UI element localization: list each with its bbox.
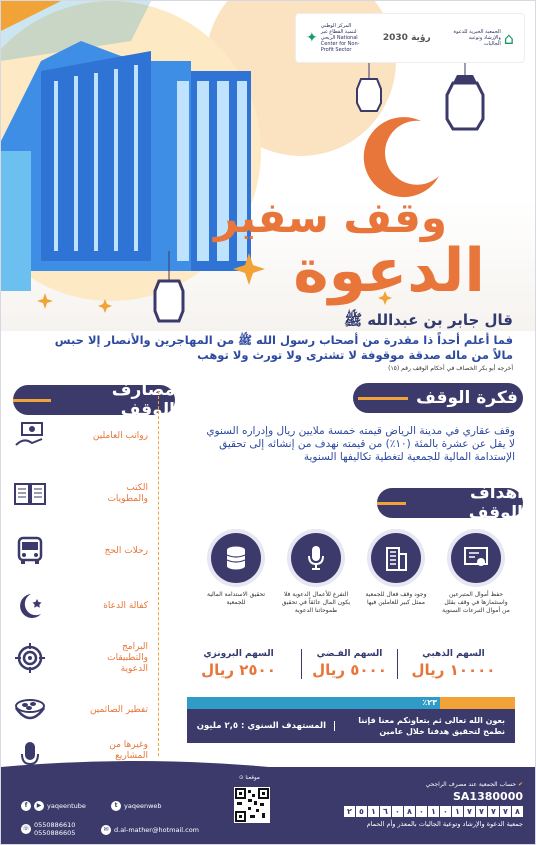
iban-digit: ٨ (404, 806, 415, 817)
account-label: ✔ حساب الجمعية عند مصرف الراجحي (425, 781, 523, 788)
goal-item (281, 533, 351, 615)
idea-heading: فكرة الوقف (353, 383, 523, 413)
expense-label: الكتب والمطويات (107, 483, 148, 504)
email-icon: ✉ (101, 825, 111, 835)
share-gold (406, 649, 501, 679)
iban-digit: ١ (368, 806, 379, 817)
title-line2: الدعوة (293, 236, 485, 306)
expense-item (13, 638, 148, 678)
quote-source: أخرجه أبو بكر الخصاف في أحكام الوقف رقم (١٥) (388, 365, 513, 372)
whatsapp-icon: ☏ (22, 825, 30, 832)
crescent-star-icon (13, 589, 47, 623)
share-bronze (191, 649, 286, 679)
iban-digit: ٦ (380, 806, 391, 817)
expense-item (13, 586, 148, 626)
ncnp-logo: ✦ المركز الوطني لتنمية القطاع غير الربحي National Center for Non-Profit Sector (306, 23, 360, 53)
annual-target: المستهدف السنوي : ٢,٥ مليون (197, 721, 335, 731)
share-value: ١٠٠٠٠ ريال (411, 661, 496, 679)
book-icon (13, 477, 47, 511)
goal-text: وجود وقف فعال للجمعية ممثل كبير للعاملين فيها (365, 591, 427, 606)
iban-digit: ٨ (512, 806, 523, 817)
title-line1: وقف سفير (213, 193, 447, 242)
expense-item (13, 474, 148, 514)
share-name: السهم الذهبي (422, 649, 485, 659)
association-logo: الجمعية الخيرية للدعوة والإرشاد وتوعية الجاليات ⌂ (453, 28, 514, 48)
expense-label: رواتب العاملين (92, 430, 148, 441)
phone-2: 0550886605 (34, 829, 76, 837)
coins-icon (211, 533, 261, 583)
dates-bowl-icon (13, 693, 47, 727)
share-silver (301, 649, 398, 679)
goal-text: تحقيق الاستدامة المالية للجمعية (206, 591, 266, 606)
iban-digit: ١ (452, 806, 463, 817)
goals-heading: أهداف الوقف (377, 488, 523, 518)
expenses-heading: مصارف الوقف (13, 385, 175, 415)
youtube-icon: ▶ (34, 801, 44, 811)
vision-2030-logo: رؤية 2030 (382, 33, 431, 43)
quote-author: قال جابر بن عبدالله ﷺ (343, 311, 513, 329)
expense-item (13, 531, 148, 571)
youtube-link[interactable]: f ▶ yaqeentube (21, 801, 86, 811)
twitter-icon: t (111, 801, 121, 811)
microphone-icon (291, 533, 341, 583)
iban-digit: ٠ (440, 806, 451, 817)
phone-numbers[interactable] (21, 821, 75, 837)
facebook-icon: f (21, 801, 31, 811)
iban-digits (293, 806, 523, 817)
iban-digit: ٥ (356, 806, 367, 817)
iban-digit: ٧ (500, 806, 511, 817)
beneficiaries-bar (187, 709, 515, 743)
building-icon (371, 533, 421, 583)
iban-digit: ٠ (392, 806, 403, 817)
target-icon (13, 641, 47, 675)
iban-digit: ٧ (464, 806, 475, 817)
account-prefix: SA1380000 (452, 790, 523, 803)
share-name: السهم الفـضي (316, 649, 383, 659)
column-divider (158, 391, 159, 756)
quote-text: فما أعلم أحداً ذا مقدرة من أصحاب رسول الله ﷺ من المهاجرين والأنصار إلا حبس مالاً من ماله صدقة موقوفة لا تشترى ولا تورث ولا توهب (54, 333, 513, 362)
goal-item (201, 533, 271, 607)
iban-digit: ٠ (416, 806, 427, 817)
goal-item (441, 533, 511, 615)
expense-item (13, 416, 148, 456)
progress-fill (440, 697, 515, 709)
qr-code[interactable] (234, 787, 270, 823)
goal-item (361, 533, 431, 607)
expense-label: البرامج والتطبيقات الدعوية (107, 641, 148, 674)
certificate-icon (451, 533, 501, 583)
goal-text: التفرغ للأعمال الدعوية فلا يكون المال عائقاً في تحقيق طموحاتنا الدعوية (281, 591, 351, 614)
partner-logos (295, 13, 525, 63)
social-web-link[interactable]: t yaqeenweb (111, 801, 162, 811)
funding-progress-bar (187, 697, 515, 709)
footer-wave (1, 755, 536, 779)
money-hand-icon (13, 419, 47, 453)
expense-label: وغيرها من المشاريع (109, 739, 148, 761)
progress-label: ٪٢٣ (422, 698, 437, 707)
expense-item (13, 690, 148, 730)
expense-label: كفالة الدعاة (103, 600, 148, 611)
bus-icon (13, 534, 47, 568)
organization-name: جمعية الدعوة والإرشاد وتوعية الجاليات بالمعذر وأم الحمام (366, 820, 523, 828)
idea-text: وقف عقاري في مدينة الرياض قيمته خمسة ملايين ريال وإدراره السنوي لا يقل عن عشرة بالمئة (١٠٪) من قيمته نهدف من إنشائه إلى تحقيق الإستدامة المالية للجمعية لتغطية تكاليفها السنوية (206, 425, 515, 463)
share-name: السهم البرونزي (203, 649, 274, 659)
email-link[interactable]: ✉ d.al-mather@hotmail.com (101, 825, 199, 835)
share-value: ٢٥٠٠ ريال (201, 661, 276, 679)
iban-digit: ٧ (476, 806, 487, 817)
goal-text: حفظ أموال المتبرعين واستثمارها في وقف بقلل من أموال التبرعات السنوية (442, 591, 510, 614)
qr-label: ⊙ موقعنا (239, 775, 260, 781)
bank-account (293, 781, 523, 828)
iban-digit: ١ (428, 806, 439, 817)
share-value: ٥٠٠٠ ريال (312, 661, 387, 679)
expense-label: رحلات الحج (104, 545, 148, 556)
aspiration-text: بعون الله تعالى ثم بتعاونكم معنا فإننا نطمح لتحقيق هدفنا خلال عامين (358, 716, 505, 736)
expense-label: تفطير الصائمين (89, 704, 148, 715)
iban-digit: ٢ (344, 806, 355, 817)
phone-1: 0550886610 (34, 821, 76, 829)
iban-digit: ٧ (488, 806, 499, 817)
